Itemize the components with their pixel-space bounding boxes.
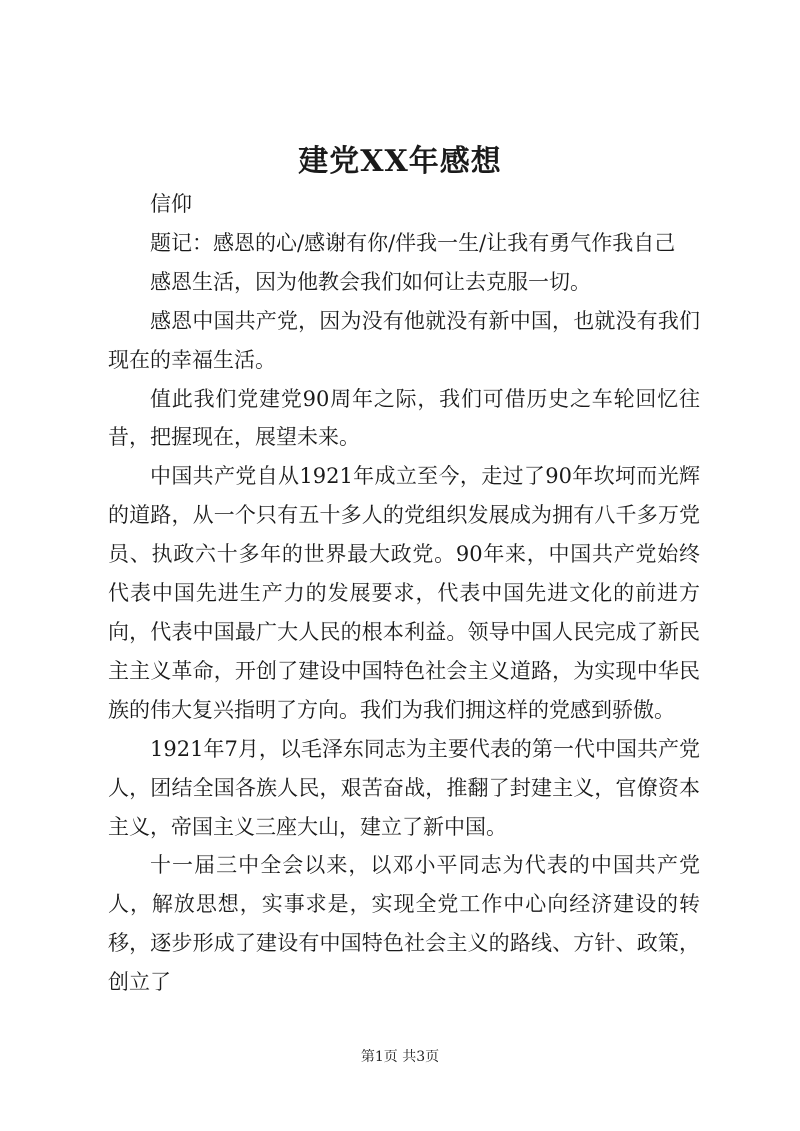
paragraph-epigraph: 题记：感恩的心/感谢有你/伴我一生/让我有勇气作我自己 [150, 230, 676, 255]
paragraph: 值此我们党建党90周年之际，我们可借历史之车轮回忆往昔，把握现在，展望未来。 [108, 386, 700, 450]
paragraph-heading: 信仰 [150, 192, 192, 216]
paragraph: 感恩生活，因为他教会我们如何让去克服一切。 [150, 269, 591, 294]
paragraph: 中国共产党自从1921年成立至今，走过了90年坎坷而光辉的道路，从一个只有五十多人的党组织发展成为拥有八千多万党员、执政六十多年的世界最大政党。90年来，中国共产党始终代表中国先进生产力的发展要求，代表中国先进文化的前进方向，代表中国最广大人民的根本利益。领导中国人民完成了新民主主义革命，开创了建设中国特色社会主义道路，为实现中华民族的伟大复兴指明了方向。我们为我们拥这样的党感到骄傲。 [108, 464, 700, 722]
page-number-footer: 第1页 共3页 [360, 1049, 440, 1065]
document-body [108, 185, 700, 1002]
document-title: 建党XX年感想 [298, 144, 502, 179]
paragraph: 十一届三中全会以来，以邓小平同志为代表的中国共产党人，解放思想，实事求是，实现全党工作中心向经济建设的转移，逐步形成了建设有中国特色社会主义的路线、方针、政策，创立了 [108, 853, 700, 995]
paragraph: 感恩中国共产党，因为没有他就没有新中国，也就没有我们现在的幸福生活。 [108, 308, 700, 372]
paragraph: 1921年7月，以毛泽东同志为主要代表的第一代中国共产党人，团结全国各族人民，艰苦奋战，推翻了封建主义，官僚资本主义，帝国主义三座大山，建立了新中国。 [108, 736, 700, 839]
